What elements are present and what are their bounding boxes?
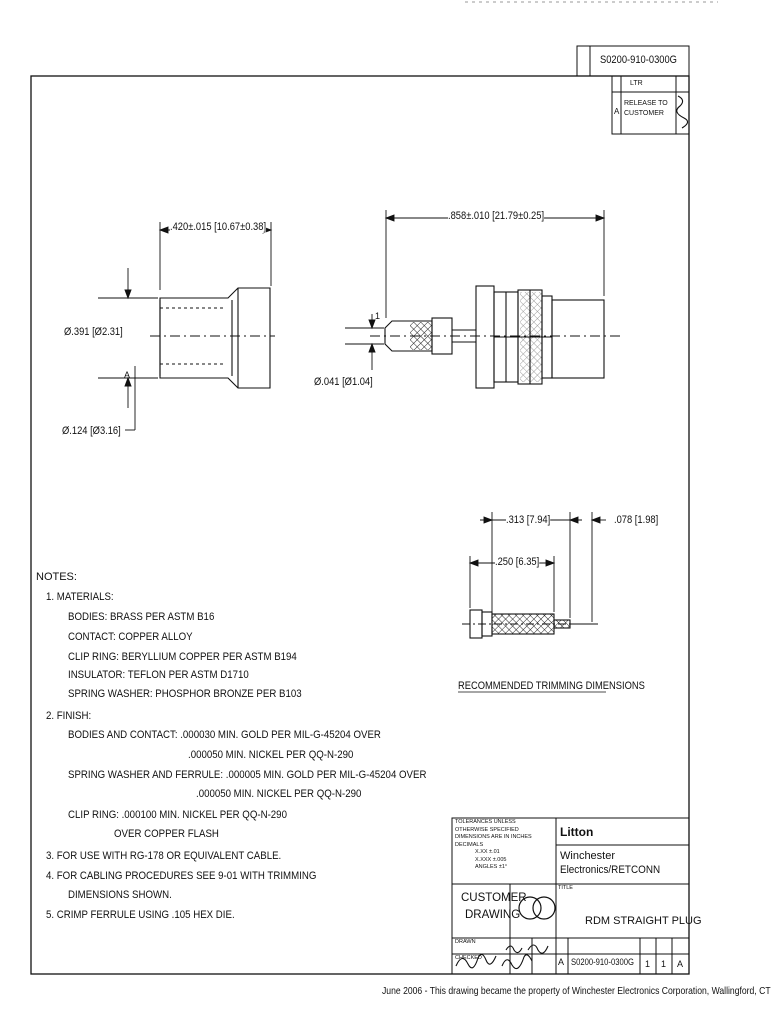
tolerance-block (455, 820, 555, 871)
note-line: CLIP RING: .000100 MIN. NICKEL PER QQ-N-290 (68, 809, 287, 821)
tolerance-line: TOLERANCES UNLESS (455, 819, 516, 825)
note-line: BODIES: BRASS PER ASTM B16 (68, 611, 215, 623)
drawn-label: DRAWN (455, 939, 476, 945)
rev-header: LTR (630, 80, 643, 87)
note-line: SPRING WASHER: PHOSPHOR BRONZE PER B103 (68, 688, 302, 700)
tolerance-line: DIMENSIONS ARE IN INCHES (455, 834, 532, 840)
sheet-of: 1 (661, 959, 667, 969)
customer-drawing-label-2: DRAWING (465, 909, 521, 921)
note-line: .000050 MIN. NICKEL PER QQ-N-290 (188, 749, 354, 761)
note-line: INSULATOR: TEFLON PER ASTM D1710 (68, 669, 249, 681)
tolerance-line: DECIMALS (455, 841, 484, 848)
customer-drawing-label-1: CUSTOMER (461, 892, 527, 904)
dim-trim-250: .250 [6.35] (495, 556, 540, 568)
dim-ferrule-od: Ø.391 [Ø2.31] (64, 326, 123, 338)
company-name-line2: Electronics/RETCONN (560, 864, 661, 876)
note-line: CLIP RING: BERYLLIUM COPPER PER ASTM B194 (68, 651, 297, 663)
rev-cell: A (558, 957, 565, 967)
note-line: SPRING WASHER AND FERRULE: .000005 MIN. GOLD PER MIL-G-45204 OVER (68, 769, 427, 781)
dim-ferrule-length: .420±.015 [10.67±0.38] (170, 221, 267, 233)
note-line: DIMENSIONS SHOWN. (68, 889, 172, 901)
dim-trim-313: .313 [7.94] (506, 514, 551, 526)
tolerance-line: X.XX ±.01 (475, 849, 500, 855)
leader-a-label: A (124, 370, 131, 380)
rev-description-1: RELEASE TO (624, 100, 668, 107)
note-line: .000050 MIN. NICKEL PER QQ-N-290 (196, 788, 362, 800)
rev-description-2: CUSTOMER (624, 110, 664, 117)
rev-letter: A (614, 107, 620, 116)
dim-contact-diameter: Ø.041 [Ø1.04] (314, 376, 373, 388)
note-line: 1. MATERIALS: (46, 591, 114, 603)
company-logo: Litton (560, 825, 594, 839)
leader-1-label: 1 (375, 311, 381, 321)
note-line: 2. FINISH: (46, 710, 92, 722)
tolerance-line: ANGLES ±1° (475, 864, 508, 870)
note-line: OVER COPPER FLASH (114, 828, 219, 840)
sheet-number: 1 (645, 959, 651, 969)
dim-trim-078: .078 [1.98] (614, 514, 659, 526)
checked-label: CHECKED (455, 955, 482, 961)
note-line: 3. FOR USE WITH RG-178 OR EQUIVALENT CABLE. (46, 850, 282, 862)
notes-heading: NOTES: (36, 571, 77, 583)
note-line: BODIES AND CONTACT: .000030 MIN. GOLD PER MIL-G-45204 OVER (68, 729, 381, 741)
tolerance-line: OTHERWISE SPECIFIED (455, 826, 519, 833)
note-line: 4. FOR CABLING PROCEDURES SEE 9-01 WITH TRIMMING (46, 870, 317, 882)
dim-ferrule-id: Ø.124 [Ø3.16] (62, 425, 121, 437)
trim-caption: RECOMMENDED TRIMMING DIMENSIONS (458, 680, 645, 692)
drawing-title: RDM STRAIGHT PLUG (585, 915, 702, 927)
drawing-number: S0200-910-0300G (571, 957, 634, 967)
dim-overall-length: .858±.010 [21.79±0.25] (448, 210, 545, 222)
title-label: TITLE (558, 885, 573, 891)
note-line: 5. CRIMP FERRULE USING .105 HEX DIE. (46, 909, 235, 921)
note-line: CONTACT: COPPER ALLOY (68, 631, 193, 643)
tolerance-line: X.XXX ±.005 (475, 856, 507, 863)
footer-note: June 2006 - This drawing became the property of Winchester Electronics Corporation, Wallingford, CT (382, 985, 771, 997)
top-drawing-number: S0200-910-0300G (600, 54, 677, 66)
company-name-line1: Winchester (560, 850, 616, 862)
sheet-size: A (677, 959, 684, 969)
